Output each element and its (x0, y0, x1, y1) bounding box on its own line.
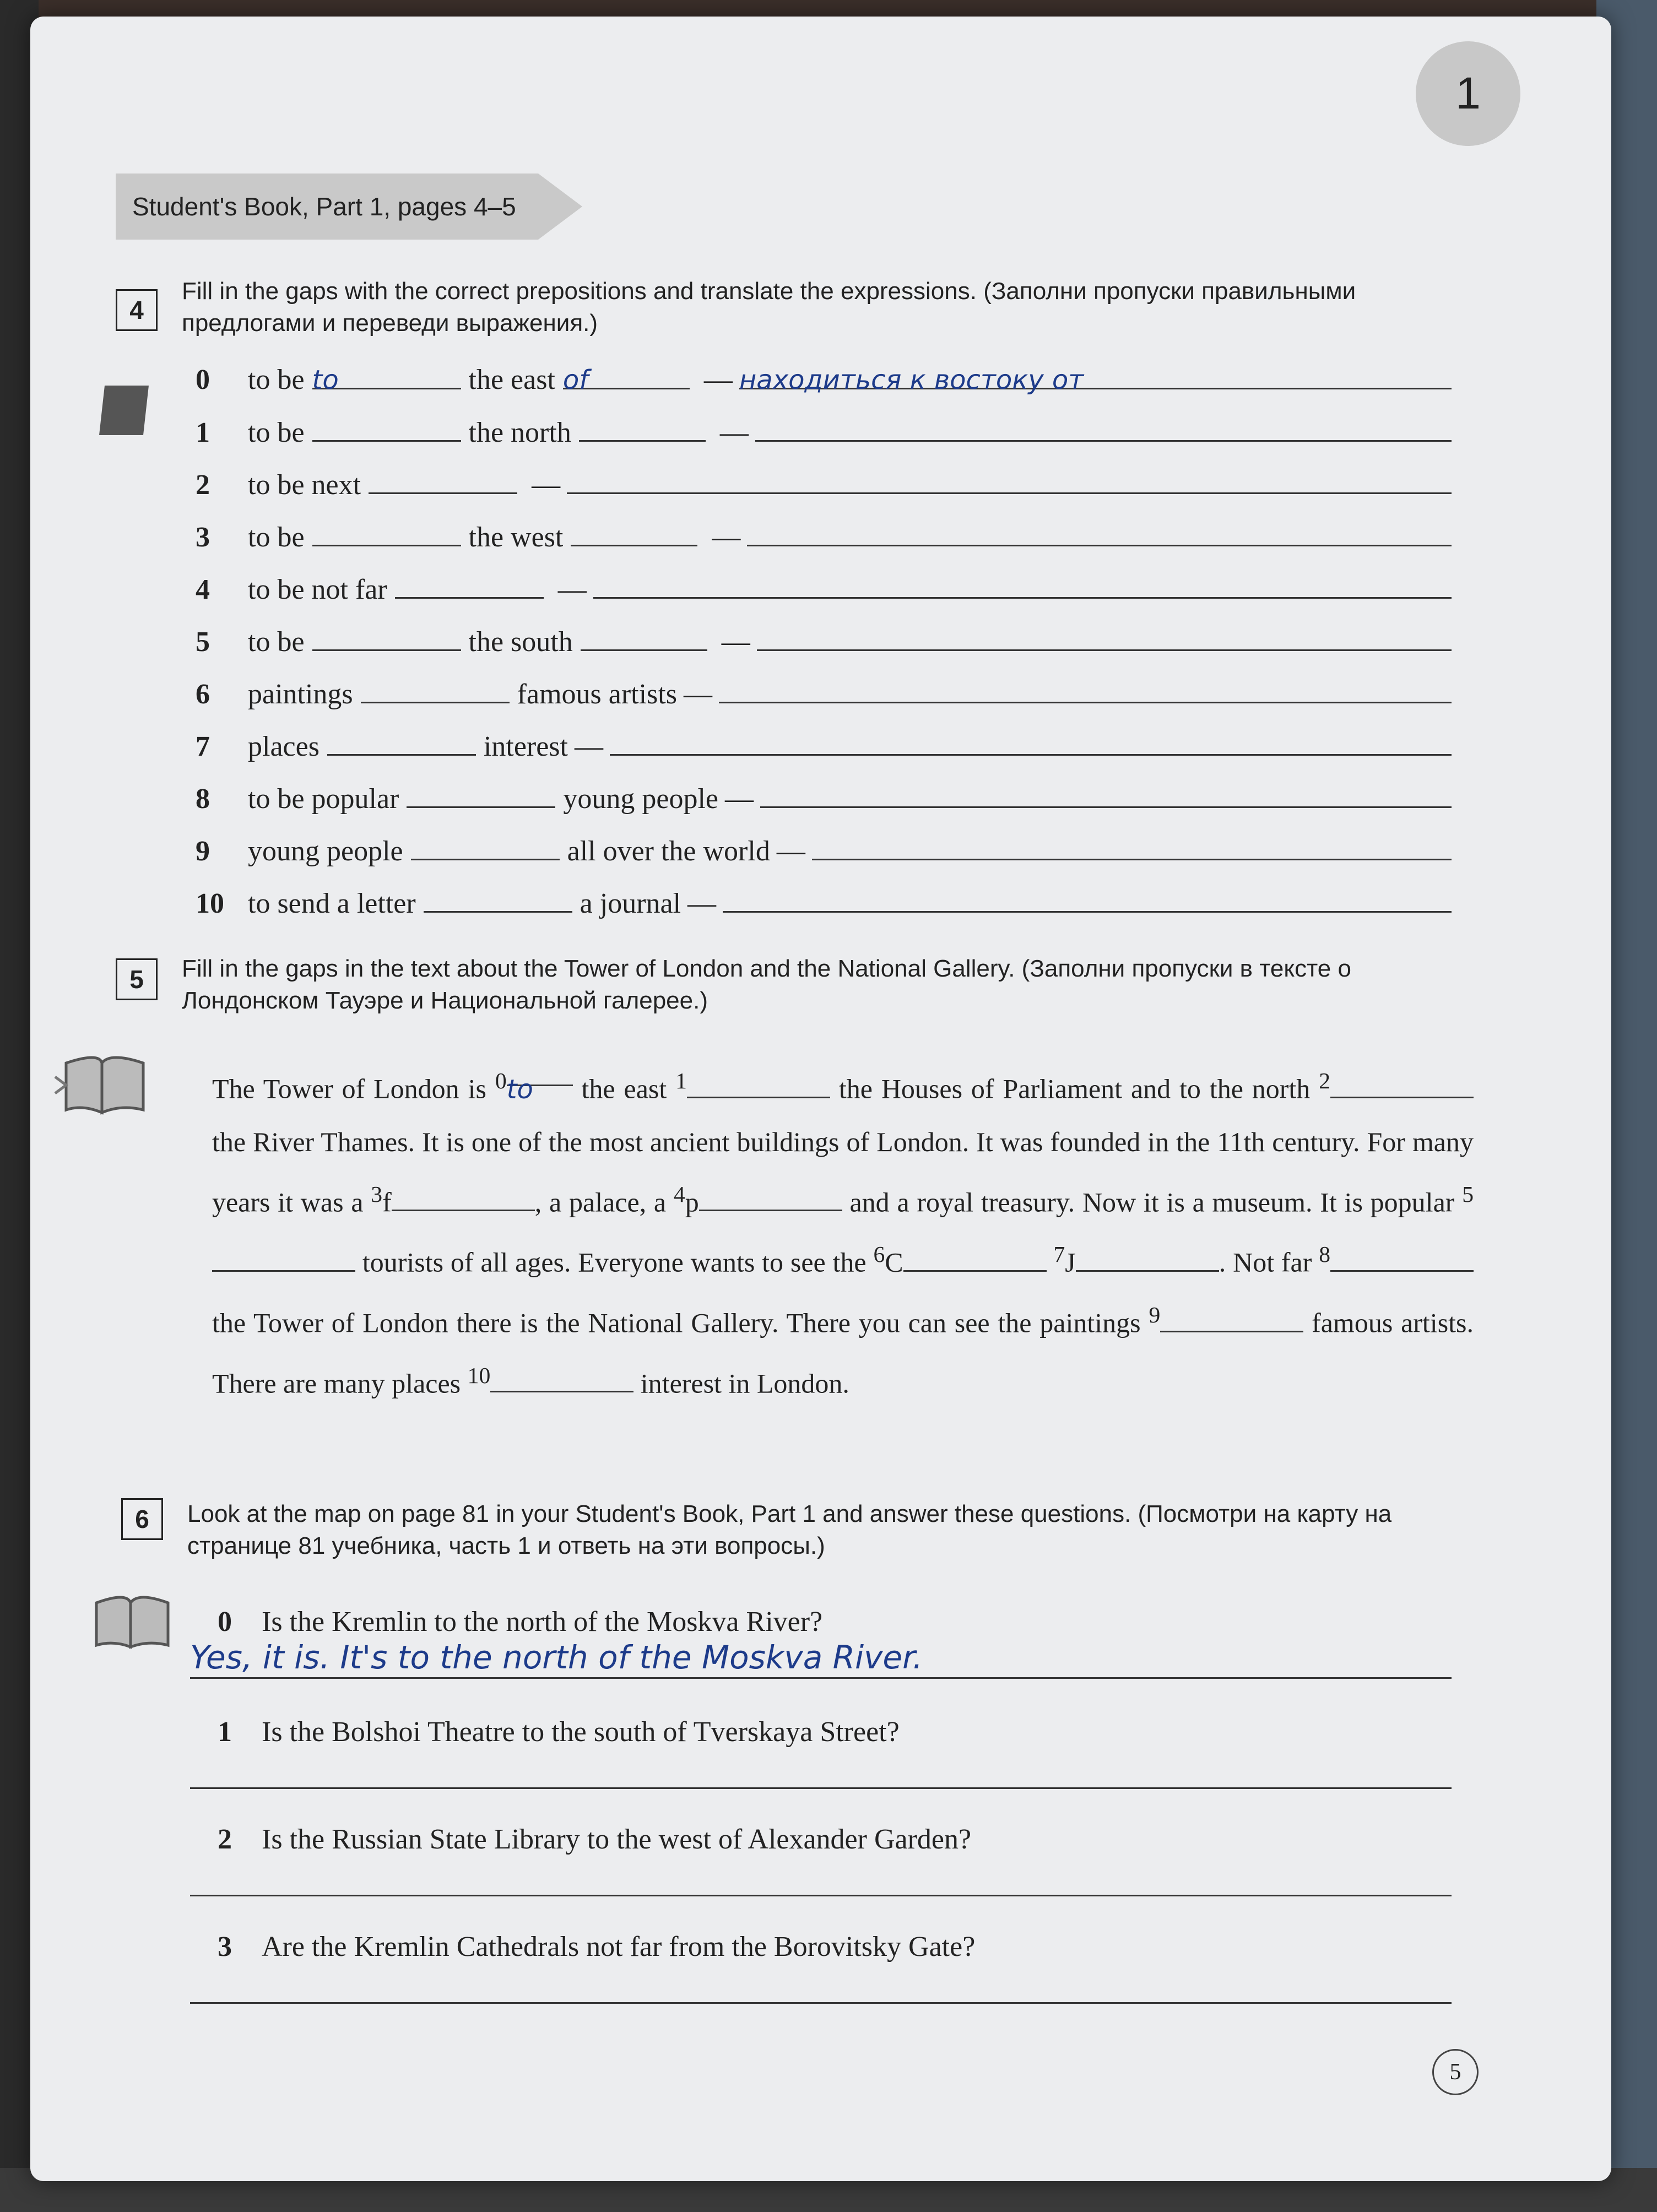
handwritten-answer: of (562, 365, 589, 395)
gap-input[interactable] (361, 677, 510, 703)
dash: — (712, 522, 741, 553)
exercise-4-item (196, 782, 1452, 821)
exercise-4-item (196, 468, 1452, 507)
item-number: 7 (196, 731, 210, 762)
item-text-b: a journal (580, 888, 681, 919)
exercise-4-item (196, 834, 1452, 873)
dash: — (776, 836, 805, 867)
translation-line[interactable] (567, 468, 1452, 494)
gap-2[interactable] (1330, 1075, 1474, 1098)
unit-number-badge: 1 (1416, 41, 1520, 146)
item-number: 2 (196, 469, 210, 501)
answer-line[interactable] (190, 1895, 1452, 1896)
dash: — (719, 417, 749, 448)
item-text-a: to be (248, 626, 305, 658)
item-number: 9 (196, 836, 210, 867)
question-number: 1 (218, 1716, 232, 1748)
item-text-a: places (248, 731, 320, 762)
question (218, 1606, 822, 1638)
gap-input[interactable] (579, 416, 706, 442)
exercise-4-item (196, 416, 1452, 454)
text-part: the Tower of London there is the National Gallery. There you can see the paintings (212, 1307, 1141, 1338)
text-part: The Tower of London is (212, 1073, 486, 1104)
exercise-6-instruction: Look at the map on page 81 in your Student's Book, Part 1 and answer these questions. (Посмотри на карту на странице 81 учебника, часть 1 и ответь на эти вопросы.) (187, 1500, 1392, 1559)
gap-6[interactable] (903, 1248, 1047, 1272)
item-number: 3 (196, 522, 210, 553)
item-text-b: the west (468, 522, 564, 553)
item-text-a: young people (248, 836, 403, 867)
dash: — (683, 679, 712, 710)
answer-line[interactable] (190, 2002, 1452, 2004)
gap-input[interactable] (312, 416, 461, 442)
item-text-b: the north (468, 417, 571, 448)
exercise-4-item (196, 677, 1452, 716)
gap-0[interactable] (506, 1062, 573, 1105)
banner-arrow-icon (538, 174, 582, 240)
item-number: 1 (196, 417, 210, 448)
gap-input[interactable] (312, 364, 461, 395)
item-text-b: famous artists (517, 679, 677, 710)
item-text-a: to be (248, 417, 305, 448)
translation-line[interactable] (739, 364, 1452, 395)
translation-line[interactable] (747, 521, 1452, 546)
gap-input[interactable] (312, 625, 461, 651)
text-part: tourists of all ages. Everyone wants to see the (362, 1246, 867, 1278)
item-text-b: young people (563, 783, 718, 815)
book-icon (91, 1592, 174, 1652)
gap-8[interactable] (1330, 1248, 1474, 1272)
item-text-a: to be next (248, 469, 361, 501)
question-text: Is the Kremlin to the north of the Moskva River? (262, 1606, 823, 1638)
translation-line[interactable] (755, 416, 1452, 442)
dash: — (703, 364, 733, 395)
dash: — (532, 469, 561, 501)
dash: — (575, 731, 603, 762)
text-part: famous artists. There are many places (212, 1307, 1474, 1399)
item-number: 10 (196, 888, 224, 919)
item-text-b: all over the world (567, 836, 770, 867)
gap-input[interactable] (581, 625, 707, 651)
question-text: Is the Russian State Library to the west of Alexander Garden? (262, 1824, 972, 1855)
translation-line[interactable] (719, 677, 1452, 703)
exercise-4-item (196, 521, 1452, 559)
question-text: Are the Kremlin Cathedrals not far from the Borovitsky Gate? (262, 1931, 976, 1962)
translation-line[interactable] (593, 573, 1452, 599)
question-number: 0 (218, 1606, 232, 1638)
exercise-4-item (196, 887, 1452, 925)
dash: — (724, 783, 754, 815)
question (218, 1716, 900, 1748)
item-text-a: to be (248, 522, 305, 553)
exercise-4-instruction: Fill in the gaps with the correct prepositions and translate the expressions. (Заполни пропуски правильными предлогами и переведи выражения.) (182, 278, 1356, 337)
gap-input[interactable] (407, 782, 555, 808)
item-number: 4 (196, 574, 210, 605)
text-part: the east (581, 1073, 667, 1104)
exercise-5-instruction: Fill in the gaps in the text about the Tower of London and the National Gallery. (Заполни пропуски в тексте о Лондонском Тауэре и Национальной галерее.) (182, 955, 1351, 1014)
gap-input[interactable] (562, 364, 690, 395)
page-number: 5 (1432, 2049, 1479, 2095)
gap-input[interactable] (395, 573, 544, 599)
gap-input[interactable] (312, 521, 461, 546)
item-text-a: to be popular (248, 783, 399, 815)
exercise-5-number: 5 (116, 958, 158, 1000)
dash: — (721, 626, 750, 658)
text-part: the River Thames. It is one of the most ancient buildings of London. It was founded in the 11th century. For many years it was a (212, 1126, 1474, 1218)
question-text: Is the Bolshoi Theatre to the south of Tverskaya Street? (262, 1716, 900, 1748)
item-text-a: paintings (248, 679, 353, 710)
gap-input[interactable] (369, 468, 517, 494)
gap-input[interactable] (424, 887, 572, 913)
translation-line[interactable] (723, 887, 1452, 913)
gap-10[interactable] (490, 1369, 633, 1392)
question-number: 3 (218, 1931, 232, 1962)
gap-3[interactable] (392, 1188, 535, 1211)
exercise-4-item (196, 625, 1452, 664)
text-part: interest in London. (640, 1368, 849, 1399)
text-part: . Not far (1219, 1246, 1312, 1278)
question (218, 1931, 975, 1963)
question (218, 1823, 971, 1856)
banner-label: Student's Book, Part 1, pages 4–5 (116, 174, 538, 240)
gap-5[interactable] (212, 1248, 355, 1272)
dash: — (687, 888, 717, 919)
gap-7[interactable] (1076, 1248, 1219, 1272)
handwritten-answer: to (506, 1074, 533, 1105)
item-text-a: to be (248, 364, 305, 395)
handwritten-answer: Yes, it is. It's to the north of the Moskva River. (190, 1639, 923, 1676)
gap-input[interactable] (411, 834, 560, 860)
handwritten-answer: to (312, 365, 339, 395)
item-text-b: the south (468, 626, 573, 658)
translation-line[interactable] (610, 730, 1452, 756)
gap-1[interactable] (687, 1075, 830, 1098)
translation-line[interactable] (812, 834, 1452, 860)
gap-input[interactable] (327, 730, 476, 756)
item-text-b: the east (468, 364, 555, 395)
item-number: 8 (196, 783, 210, 815)
item-number: 5 (196, 626, 210, 658)
exercise-5-text: The Tower of London is $^0$to the east $^1$ the Houses of Parliament and to the north $^2$ the River Thames. It is one of the most ancient buildings of London. It was founded in the 11th century. For many years it was a $^3$f , a palace, a $^4$p and a royal treasury. Now it is a museum. It is popular $^5$ tourists of all ages. Everyone wants to see the $^6$C $^7$J . Not far $^8$ the Tower of London there is the National Gallery. There you can see the paintings $^9$ famous artists. There are many places $^{10}$ interest in London. (212, 1055, 1474, 1409)
translation-line[interactable] (757, 625, 1452, 651)
question-number: 2 (218, 1824, 232, 1855)
dash: — (557, 574, 587, 605)
exercise-4-item (196, 730, 1452, 768)
text-part: the Houses of Parliament and to the north (838, 1073, 1311, 1104)
item-number: 6 (196, 679, 210, 710)
exercise-6-number: 6 (121, 1498, 163, 1540)
item-number: 0 (196, 364, 210, 395)
exercise-4-item (196, 364, 1452, 402)
gap-input[interactable] (571, 521, 697, 546)
book-icon (50, 1052, 154, 1118)
workbook-page (30, 17, 1611, 2181)
answer-line[interactable] (190, 1639, 1452, 1679)
text-part: , a palace, a (534, 1186, 667, 1218)
gap-4[interactable] (699, 1188, 842, 1211)
text-part: and a royal treasury. Now it is a museum. It is popular (849, 1186, 1455, 1218)
gap-9[interactable] (1160, 1309, 1303, 1332)
pencil-icon (94, 380, 154, 441)
students-book-banner (116, 171, 582, 242)
handwritten-translation: находиться к востоку от (739, 365, 1084, 395)
exercise-4-number: 4 (116, 289, 158, 331)
answer-line[interactable] (190, 1787, 1452, 1789)
translation-line[interactable] (760, 782, 1452, 808)
item-text-a: to send a letter (248, 888, 416, 919)
item-text-a: to be not far (248, 574, 387, 605)
item-text-b: interest (483, 731, 568, 762)
exercise-4-item (196, 573, 1452, 611)
